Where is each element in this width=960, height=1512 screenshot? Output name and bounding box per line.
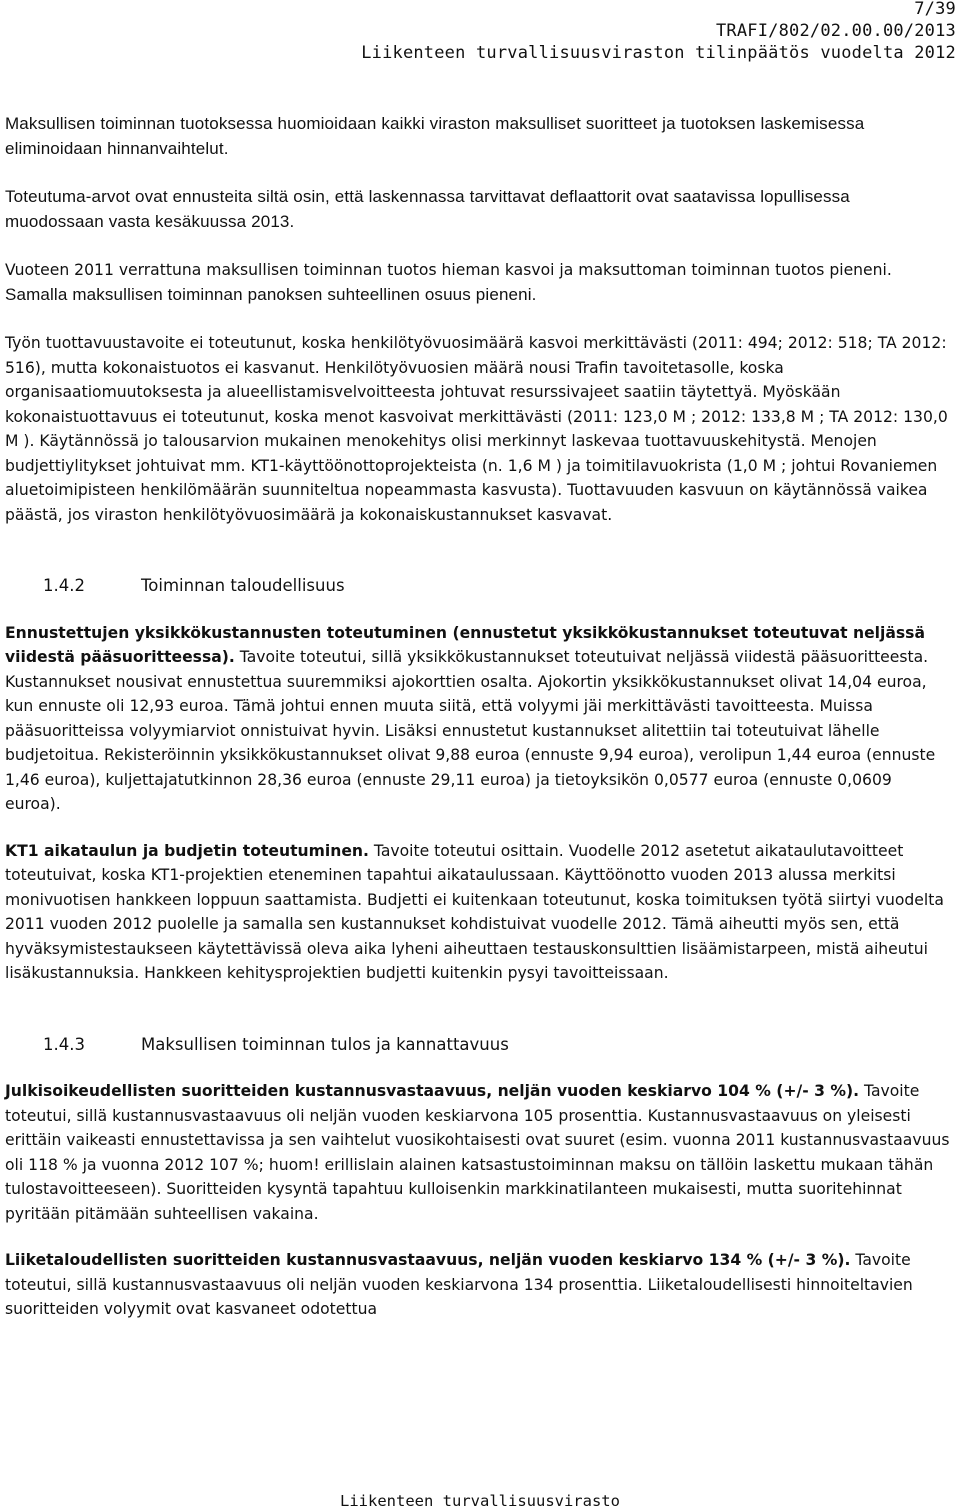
paragraph-unit-costs: [5, 621, 952, 817]
page-footer: Liikenteen turvallisuusvirasto: [340, 1492, 620, 1510]
section-heading-1-4-2: [43, 574, 952, 599]
section-title: Maksullisen toiminnan tulos ja kannattavuus: [141, 1034, 509, 1054]
section-heading-1-4-3: [43, 1033, 952, 1058]
goal-text: Tavoite toteutui, sillä yksikkökustannukset toteutuivat neljässä viidestä pääsuoritteesta. Kustannukset nousivat ennustettua suuremmiksi ajokorttien osalta. Ajokortin yksikkökustannukset olivat 14,04 euroa, kun ennuste oli 12,93 euroa. Tämä johtui ennen muuta siitä, että volyymi jäi merkittävästi tavoitteesta. Muissa pääsuoritteissa volyymiarviot onnistuivat hyvin. Lisäksi ennustetut kustannukset alitettiin tai toteutuivat lähelle budjetoitua. Rekisteröinnin yksikkökustannukset olivat 9,88 euroa (ennuste 9,94 euroa), verolipun 1,44 euroa (ennuste 1,46 euroa), kuljettajatutkinnon 28,36 euroa (ennuste 29,11 euroa) ja tietoyksikön 0,0577 euroa (ennuste 0,0609 euroa).: [5, 648, 936, 813]
document-id: TRAFI/802/02.00.00/2013: [715, 21, 956, 41]
document-body: [5, 112, 952, 1322]
page-header: [361, 0, 956, 64]
paragraph-deflators: Toteutuma-arvot ovat ennusteita siltä osin, että laskennassa tarvittavat deflaattorit ovat saatavissa lopullisessa muodossaan vasta kesäkuussa 2013.: [5, 187, 850, 231]
paragraph-output-definition: Maksullisen toiminnan tuotoksessa huomioidaan kaikki viraston maksulliset suoritteet ja tuotoksen laskemisessa eliminoidaan hinnanvaihtelut.: [5, 114, 865, 158]
goal-heading: Julkisoikeudellisten suoritteiden kustannusvastaavuus, neljän vuoden keskiarvo 104 % (+/- 3 %).: [5, 1082, 860, 1100]
paragraph-public-cost-recovery: [5, 1079, 952, 1226]
paragraph-commercial-cost-recovery: [5, 1248, 952, 1322]
goal-heading: KT1 aikataulun ja budjetin toteutuminen.: [5, 841, 369, 860]
paragraph-kt1: [5, 839, 952, 986]
document-title: Liikenteen turvallisuusviraston tilinpäätös vuodelta 2012: [361, 43, 956, 63]
paragraph-output-change: [5, 258, 952, 307]
goal-text: Tavoite toteutui osittain. Vuodelle 2012 asetetut aikataulutavoitteet toteutuivat, koska KT1-projektien eteneminen tapahtui aikataulussaan. Käyttöönotto vuoden 2013 alussa merkitsi monivuotisen hankkeen loppuun saattamista. Budjetti ei kuitenkaan toteutunut, koska toimituksen työtä siirtyi vuodelta 2011 vuoden 2012 puolelle ja samalla sen kustannukset kohdistuivat vuodelle 2012. Tämä aiheutti myös sen, että hyväksymistestaukseen käytettävissä oleva aika lyheni aiheuttaen testauskonsulttien lisäämistarpeen, mistä aiheutui lisäkustannuksia. Hankkeen kehitysprojektien budjetti kuitenkin pysyi tavoitteissaan.: [5, 841, 944, 982]
goal-text: Tavoite toteutui, sillä kustannusvastaavuus oli neljän vuoden keskiarvona 134 prosenttia. Liiketaloudellisesti hinnoiteltavien suoritteiden volyymit ovat kasvaneet odotettua: [5, 1251, 913, 1318]
paragraph-productivity: Työn tuottavuustavoite ei toteutunut, koska henkilötyövuosimäärä kasvoi merkittävästi (2011: 494; 2012: 518; TA 2012: 516), mutta kokonaistuotos ei kasvanut. Henkilötyövuosien määrä nousi Trafin tavoitetasolle, koska organisaatiomuutoksesta ja alueellistamisvelvoitteesta johtuvat resurssivajeet saatiin täytettyä. Myöskään kokonaistuottavuus ei toteutunut, koska menot kasvoivat merkittävästi (2011: 123,0 M ; 2012: 133,8 M ; TA 2012: 130,0 M ). Käytännössä jo talousarvion mukainen menokehitys olisi merkinnyt laskevaa tuottavuuskehitystä. Menojen budjettiylitykset johtuivat mm. KT1-käyttöönottoprojekteista (n. 1,6 M ) ja toimitilavuokrista (1,0 M ; johtui Rovaniemen aluetoimipisteen henkilömäärän suunniteltua nopeammasta kasvusta). Tuottavuuden kasvuun on käytännössä vaikea päästä, jos viraston henkilötyövuosimäärä ja kokonaiskustannukset kasvavat.: [5, 334, 948, 524]
output-change-text: Vuoteen 2011 verrattuna maksullisen toiminnan tuotos hieman kasvoi ja maksuttoman toiminnan tuotos pieneni.: [5, 261, 892, 279]
goal-heading: Ennustettujen yksikkökustannusten toteutuminen (ennustetut yksikkökustannukset toteutuvat neljässä viidestä pääsuoritteessa).: [5, 623, 925, 666]
goal-text: Tavoite toteutui, sillä kustannusvastaavuus oli neljän vuoden keskiarvona 105 prosenttia. Kustannusvastaavuus on yleisesti erittäin vaikeasti ennustettavissa ja sen vaihtelut vuosikohtaisesti ovat suuret (esim. vuonna 2011 kustannusvastaavuus oli 118 % ja vuonna 2012 107 %; huom! erillislain alainen katsastustoiminnan maksu on tällöin laskettu mukaan tähän tulostavoitteeseen). Suoritteiden kysyntä tapahtuu kulloisenkin markkinatilanteen mukaisesti, mutta suoritehinnat pyritään pitämään suhteellisen vakaina.: [5, 1082, 950, 1223]
section-number: 1.4.3: [43, 1034, 85, 1054]
section-number: 1.4.2: [43, 576, 85, 595]
input-share-text: Samalla maksullisen toiminnan panoksen suhteellinen osuus pieneni.: [5, 284, 537, 304]
page-number: 7/39: [914, 0, 956, 19]
goal-heading: Liiketaloudellisten suoritteiden kustannusvastaavuus, neljän vuoden keskiarvo 134 % (+/- 3 %).: [5, 1251, 851, 1269]
section-title: Toiminnan taloudellisuus: [141, 576, 345, 595]
